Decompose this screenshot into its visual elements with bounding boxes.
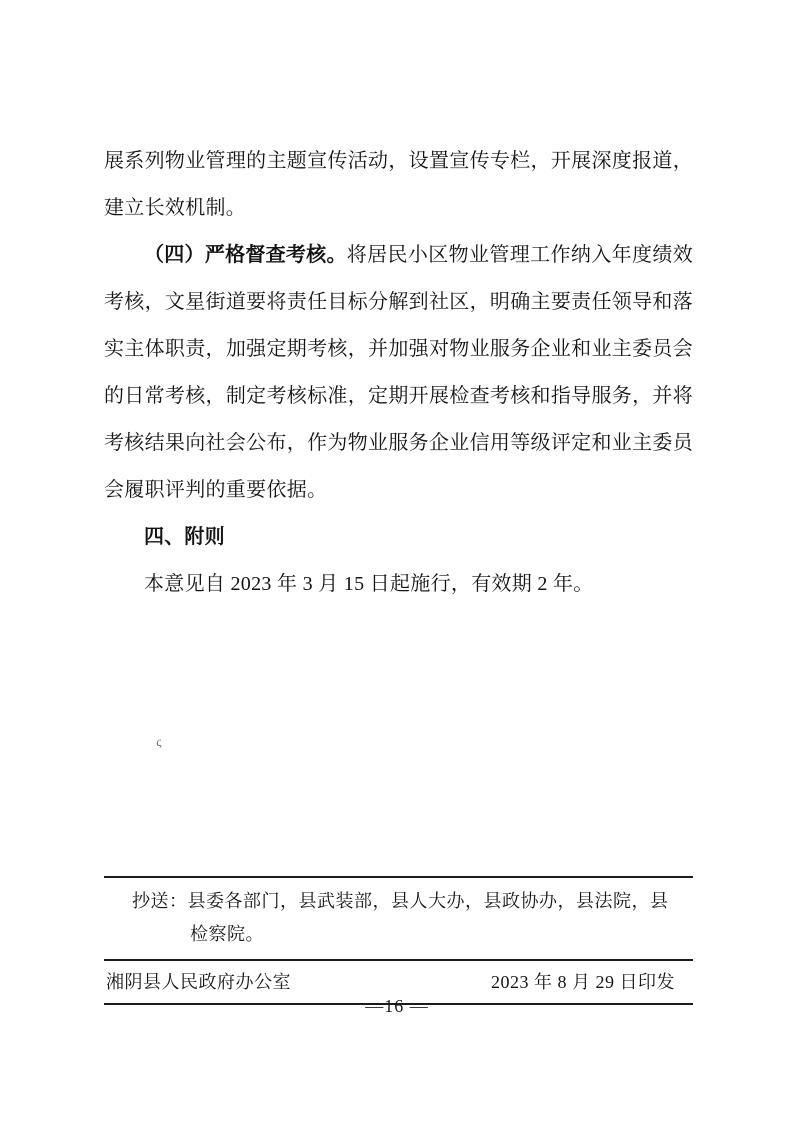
section-heading-text: 四、附则 [144,526,225,548]
section-heading-appendix [104,514,693,561]
paragraph-text: 本意见自 2023 年 3 月 15 日起施行，有效期 2 年。 [144,573,594,595]
issuer-name: 湘阴县人民政府办公室 [106,972,291,992]
print-date: 2023 年 8 月 29 日印发 [491,972,675,992]
paragraph-continuation [104,138,693,232]
paragraph-text: 将居民小区物业管理工作纳入年度绩效考核，文星街道要将责任目标分解到社区，明确主要责任领导和落实主体职责，加强定期考核，并加强对物业服务企业和业主委员会的日常考核，制定考核标准，定期开展检查考核和指导服务，并将考核结果向社会公布，作为物业服务企业信用等级评定和业主委员会履职评判的重要依据。 [104,244,693,501]
copy-distribution-block [104,878,693,959]
copy-line-1: 抄送：县委各部门，县武装部，县人大办，县政协办，县法院，县 [132,891,669,911]
paragraph-bold-lead: （四）严格督查考核。 [144,244,347,266]
document-body [104,138,693,608]
document-footer [104,876,693,1005]
paragraph-text: 展系列物业管理的主题宣传活动，设置宣传专栏，开展深度报道，建立长效机制。 [104,150,693,219]
paragraph-section-4 [104,232,693,514]
copy-line-2: 检察院。 [190,924,264,944]
scan-artifact-mark: ς [154,733,163,750]
paragraph-effective-date [104,561,693,608]
page-number: —16 — [365,996,429,1016]
